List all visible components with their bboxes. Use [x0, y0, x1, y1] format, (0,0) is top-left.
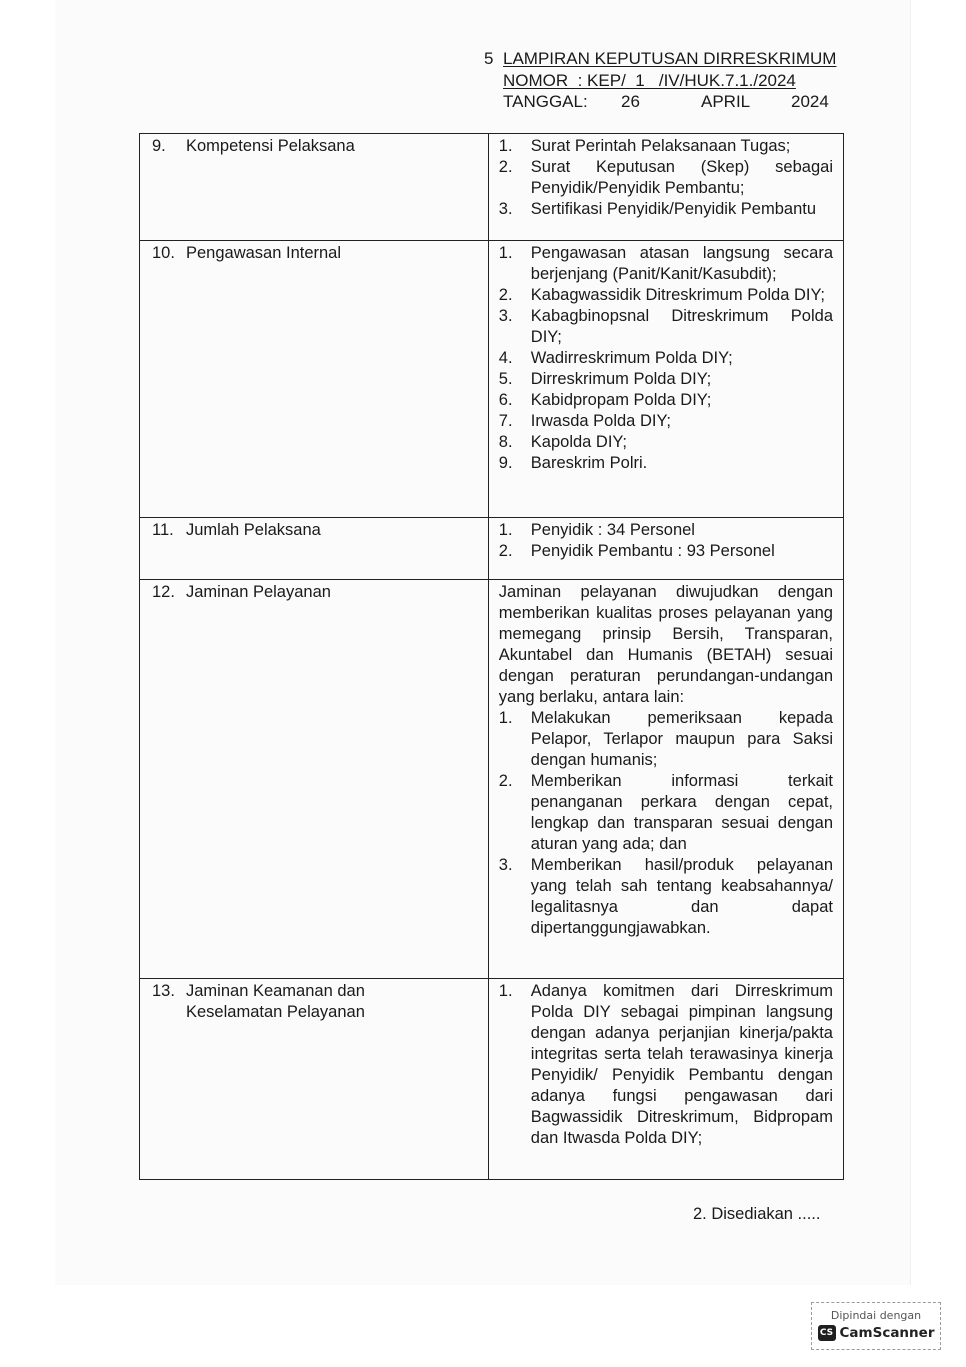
item-text: Sertifikasi Penyidik/Penyidik Pembantu — [530, 200, 817, 218]
item-number: 1. — [498, 137, 513, 155]
camscanner-watermark — [811, 1302, 941, 1350]
list-item — [499, 708, 833, 771]
row-number: 13. — [152, 982, 175, 1000]
row-label: Kompetensi Pelaksana — [186, 137, 355, 155]
row-number: 10. — [152, 244, 175, 262]
list-item — [499, 541, 833, 562]
item-text: Wadirreskrimum Polda DIY; — [530, 349, 733, 367]
list-item — [499, 771, 833, 855]
row-number: 12. — [152, 583, 175, 601]
header-nomor-row — [484, 70, 839, 92]
row-label: Pengawasan Internal — [186, 244, 342, 262]
list-item — [499, 981, 833, 1149]
item-number: 7. — [498, 412, 513, 430]
row-label-cell — [140, 518, 489, 580]
row-label-cell — [140, 134, 489, 241]
item-number: 1. — [498, 982, 513, 1000]
item-number: 2. — [498, 542, 513, 560]
item-text: Penyidik Pembantu : 93 Personel — [530, 542, 775, 560]
header-title-row — [484, 48, 839, 70]
item-number: 3. — [498, 307, 513, 325]
header-date-month: APRIL — [701, 92, 751, 111]
item-text: Kabidpropam Polda DIY; — [530, 391, 712, 409]
list-item — [499, 453, 833, 474]
list-item — [499, 520, 833, 541]
item-number: 1. — [498, 521, 513, 539]
list-item — [499, 432, 833, 453]
item-number: 2. — [498, 772, 513, 790]
header-nomor: NOMOR : KEP/ 1 /IV/HUK.7.1./2024 — [503, 70, 796, 90]
row-label-cell — [140, 580, 489, 979]
list-item — [499, 243, 833, 285]
document-header — [484, 48, 839, 113]
page-number: 5 — [484, 49, 494, 68]
item-text: Penyidik : 34 Personel — [530, 521, 695, 539]
item-text: Kapolda DIY; — [530, 433, 627, 451]
list-item — [499, 306, 833, 348]
service-standard-table — [139, 133, 844, 1180]
table-row — [140, 241, 844, 518]
item-text: Adanya komitmen dari Dirreskrimum Polda DIY sebagai pimpinan langsung dengan adanya perjanjian kinerja/pakta integritas serta telah terawasinya kinerja Penyidik/ Penyidik Pembantu dengan adanya fungsi pengawasan dari Bagwassidik Ditreskrimum, Bidpropam dan Itwasda Polda DIY; — [530, 982, 833, 1147]
row-label: Jaminan Pelayanan — [186, 583, 331, 601]
item-number: 4. — [498, 349, 513, 367]
item-number: 2. — [498, 158, 513, 176]
row-content-cell — [488, 580, 843, 979]
item-number: 1. — [498, 709, 513, 727]
list-item — [499, 390, 833, 411]
item-number: 3. — [498, 200, 513, 218]
item-number: 6. — [498, 391, 513, 409]
continuation-note: 2. Disediakan ..... — [693, 1205, 821, 1223]
item-text: Surat Keputusan (Skep) sebagai Penyidik/Penyidik Pembantu; — [530, 158, 833, 197]
item-text: Memberikan informasi terkait penanganan perkara dengan cepat, lengkap dan transparan sesuai dengan aturan yang ada; dan — [530, 772, 833, 853]
row-label-cell — [140, 241, 489, 518]
item-number: 9. — [498, 454, 513, 472]
row-label: Jumlah Pelaksana — [186, 521, 321, 539]
table-row — [140, 134, 844, 241]
header-date-label: TANGGAL: — [503, 92, 588, 111]
item-text: Bareskrim Polri. — [530, 454, 648, 472]
item-number: 3. — [498, 856, 513, 874]
row-content-cell — [488, 518, 843, 580]
row-number: 9. — [152, 137, 166, 155]
item-number: 1. — [498, 244, 513, 262]
header-title: LAMPIRAN KEPUTUSAN DIRRESKRIMUM — [503, 49, 837, 68]
item-text: Melakukan pemeriksaan kepada Pelapor, Terlapor maupun para Saksi dengan humanis; — [530, 709, 833, 769]
row-label: Jaminan Keamanan dan Keselamatan Pelayanan — [186, 982, 365, 1021]
list-item — [499, 348, 833, 369]
item-text: Surat Perintah Pelaksanaan Tugas; — [530, 137, 791, 155]
item-text: Pengawasan atasan langsung secara berjenjang (Panit/Kanit/Kasubdit); — [530, 244, 833, 283]
table-row — [140, 580, 844, 979]
list-item — [499, 199, 833, 220]
item-text: Kabagwassidik Ditreskrimum Polda DIY; — [530, 286, 825, 304]
row-label-cell — [140, 979, 489, 1180]
header-date-year: 2024 — [791, 92, 829, 111]
row-content-cell — [488, 241, 843, 518]
camscanner-logo-icon: CS — [818, 1325, 836, 1341]
watermark-caption: Dipindai dengan — [830, 1309, 922, 1322]
header-date-row — [484, 91, 839, 113]
item-number: 2. — [498, 286, 513, 304]
list-item — [499, 157, 833, 199]
header-date-day: 26 — [621, 92, 640, 111]
list-item — [499, 285, 833, 306]
item-text: Memberikan hasil/produk pelayanan yang telah sah tentang keabsahannya/ legalitasnya dan dapat dipertanggungjawabkan. — [530, 856, 833, 937]
item-number: 5. — [498, 370, 513, 388]
table-row — [140, 518, 844, 580]
row-content-cell — [488, 134, 843, 241]
watermark-brand: CamScanner — [839, 1325, 935, 1341]
item-text: Irwasda Polda DIY; — [530, 412, 671, 430]
row-number: 11. — [152, 521, 174, 539]
list-item — [499, 855, 833, 939]
item-number: 8. — [498, 433, 513, 451]
row-content-cell — [488, 979, 843, 1180]
item-text: Kabagbinopsnal Ditreskrimum Polda DIY; — [530, 307, 833, 346]
table-row — [140, 979, 844, 1180]
intro-paragraph: Jaminan pelayanan diwujudkan dengan memberikan kualitas proses pelayanan yang memegang prinsip Bersih, Transparan, Akuntabel dan Humanis (BETAH) sesuai dengan peraturan perundangan-undangan yang berlaku, antara lain: — [498, 583, 833, 706]
list-item — [499, 411, 833, 432]
item-text: Dirreskrimum Polda DIY; — [530, 370, 712, 388]
list-item — [499, 369, 833, 390]
list-item — [499, 136, 833, 157]
